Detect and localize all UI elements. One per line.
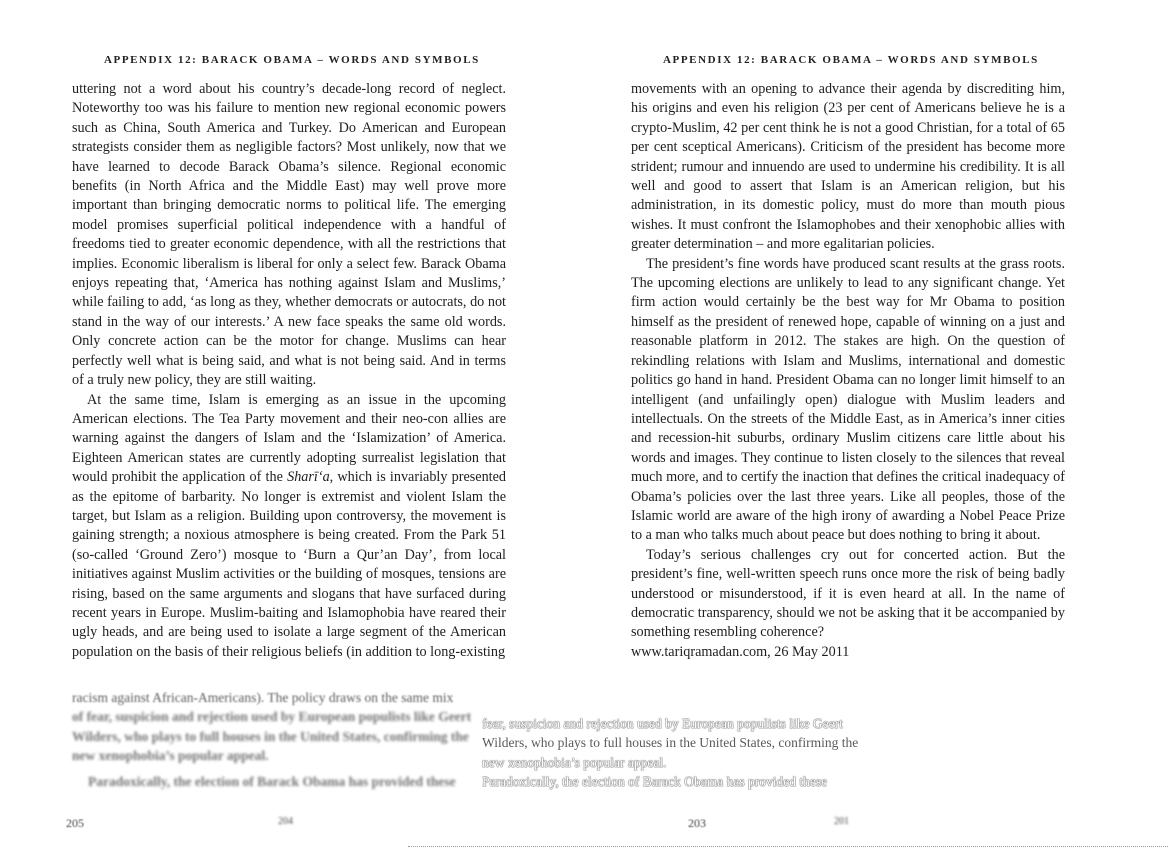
left-paragraph-2-part-1: At the same time, Islam is emerging as an issue in the upcoming American elections. The Tea Party movement and their neo-con allies are warning against the dangers of Islam and the ‘Islamization’ of America. Eighteen American states are currently adopting surrealist legislation that would prohibit the application of the [72,391,506,486]
sharia-term: Sharī‘a [287,469,330,486]
overlay-line: new xenophobia’s popular appeal. [482,754,667,770]
left-text-block [72,80,506,662]
ghost-line: new xenophobia’s popular appeal. [72,748,269,764]
left-paragraph-2 [72,391,506,663]
left-paragraph-1: uttering not a word about his country’s decade-long record of neglect. Noteworthy too was his failure to mention new regional economic powers such as China, South America and Turkey. Do American and European strategists consider them as negligible factors? Most unlikely, now that we have learned to decode Barack Obama’s silence. Regional economic benefits (in North Africa and the Middle East) may well prove more important than bringing democratic norms to political life. The emerging model promises superficial political independence with a handful of freedoms tied to greater economic dependence, with all the restrictions that implies. Economic liberalism is liberal for only a select few. Barack Obama enjoys repeating that, ‘America has nothing against Islam and Muslims,’ while failing to add, ‘as long as they, whether democrats or autocrats, do not stand in the way of our interests.’ A new face speaks the same old words. Only concrete action can be the motor for change. Muslims can hear perfectly well what is being said, and what is not being said. And in terms of a truly new policy, they are still waiting. [72,81,506,389]
ghost-line: Paradoxically, the election of Barack Obama has provided these [88,773,456,789]
left-page-number-ghost: 204 [278,816,293,827]
overlay-line: Paradoxically, the election of Barack Obama has provided these [482,774,828,790]
right-page-number-ghost: 201 [834,816,849,827]
right-paragraph-1: movements with an opening to advance their agenda by discrediting him, his origins and even his religion (23 per cent of Americans believe he is a crypto-Muslim, 42 per cent think he is not a good Christian, for a total of 65 per cent sceptical Americans). Criticism of the president has become more strident; rumour and innuendo are used to undermine his credibility. It is all well and good to assert that Islam is an American religion, but his administration, in its domestic policy, must do more than mouth pious wishes. It must confront the Islamophobes and their xenophobic allies with greater determination – and more egalitarian policies. [631,81,1065,253]
ghost-line: Wilders, who plays to full houses in the United States, confirming the [72,728,469,744]
overlay-line: Wilders, who plays to full houses in the United States, confirming the [482,735,859,751]
right-running-head: APPENDIX 12: BARACK OBAMA – WORDS AND SYMBOLS [663,54,1039,66]
right-paragraph-3: Today’s serious challenges cry out for concerted action. But the president’s fine, well-written speech runs once more the risk of being badly understood or misunderstood, if it is even heard at all. In the name of democratic transparency, should we not be asking that it be accompanied by something resembling coherence? [631,546,1065,641]
right-page-number: 203 [688,816,706,830]
left-page-number: 205 [66,816,84,830]
overlay-text [482,714,920,792]
overlay-line: fear, suspicion and rejection used by European populists like Geert [482,716,843,731]
bleed-through-text [72,688,512,791]
left-running-head: APPENDIX 12: BARACK OBAMA – WORDS AND SYMBOLS [104,54,480,66]
source-signature: www.tariqramadan.com, 26 May 2011 [631,643,850,660]
right-text-block [631,80,1065,662]
bottom-dotted-rule [408,846,1168,847]
left-paragraph-2-part-2: , which is invariably presented as the epitome of barbarity. No longer is extremist and violent Islam the target, but Islam as a religion. Building upon controversy, the movement is gaining strength; a noxious atmosphere is being created. From the Park 51 (so-called ‘Ground Zero’) mosque to ‘Burn a Qur’an Day’, from local initiatives against Muslim activities or the building of mosques, tensions are rising, based on the same arguments and slogans that have surfaced during recent years in Europe. Muslim-baiting and Islamophobia have reared their ugly heads, and are being used to isolate a large segment of the American population on the basis of their religious beliefs (in addition to long-existing [72,469,506,660]
right-paragraph-2: The president’s fine words have produced scant results at the grass roots. The upcoming elections are unlikely to lead to any significant change. Yet firm action would certainly be the best way for Mr Obama to position himself as the president of renewed hope, capable of winning on a just and reasonable platform in 2012. The stakes are high. On the question of rekindling relations with Islam and Muslims, international and domestic politics go hand in hand. President Obama can no longer limit himself to an intelligent (and unfailingly open) dialogue with Muslim leaders and intellectuals. On the streets of the Middle East, as in America’s inner cities and recession-hit suburbs, ordinary Muslim citizens care little about his words and images. They continue to listen closely to the silences that reveal much more, and to certify the inaction that defines the critical inadequacy of Obama’s policies over the last three years. Like all peoples, those of the Islamic world are aware of the high irony of awarding a Nobel Peace Prize to a man who talks much about peace but does nothing to bring it about. [631,255,1065,544]
ghost-line: racism against African-Americans). The policy draws on the same mix [72,690,454,705]
ghost-line: of fear, suspicion and rejection used by European populists like Geert [72,709,472,725]
